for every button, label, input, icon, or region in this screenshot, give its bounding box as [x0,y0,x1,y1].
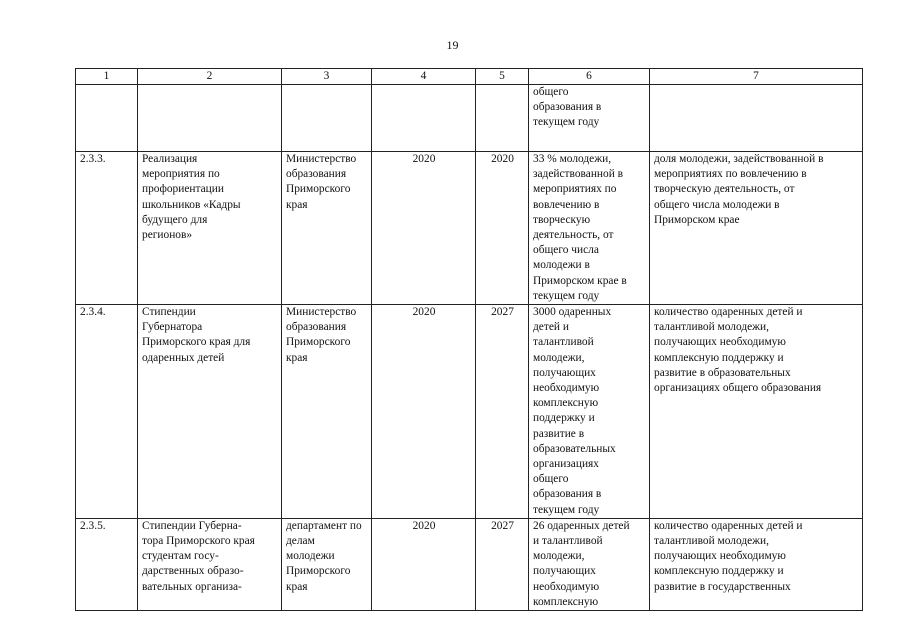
column-header-4: 4 [372,69,476,85]
indicator-cell: количество одаренных детей и талантливой молодежи, получающих необходимую комплексную поддержку и развитие в государственных [650,518,863,610]
column-header-2: 2 [138,69,282,85]
table-row [76,518,863,610]
row-number-cell: 2.3.5. [76,518,138,610]
end-year-cell [476,85,529,152]
executor-cell [282,85,372,152]
start-year-cell: 2020 [372,152,476,305]
row-number-cell [76,85,138,152]
row-number-cell: 2.3.4. [76,305,138,519]
table-row [76,85,863,152]
end-year-cell: 2027 [476,518,529,610]
expected-result-cell: 33 % молодежи, задействованной в мероприятиях по вовлечению в творческую деятельность, от общего числа молодежи в Приморском крае в текущем году [529,152,650,305]
indicator-cell: доля молодежи, задействованной в мероприятиях по вовлечению в творческую деятельность, от общего числа молодежи в Приморском крае [650,152,863,305]
executor-cell: департамент по делам молодежи Приморского края [282,518,372,610]
program-activities-table [75,68,863,611]
expected-result-cell: 3000 одаренных детей и талантливой молодежи, получающих необходимую комплексную поддержку и развитие в образовательных организациях общего образования в текущем году [529,305,650,519]
executor-cell: Министерство образования Приморского края [282,305,372,519]
table-row [76,305,863,519]
column-header-6: 6 [529,69,650,85]
start-year-cell [372,85,476,152]
column-header-7: 7 [650,69,863,85]
column-header-1: 1 [76,69,138,85]
table-row [76,152,863,305]
start-year-cell: 2020 [372,518,476,610]
end-year-cell: 2020 [476,152,529,305]
activity-name-cell [138,85,282,152]
activity-name-cell: Стипендии Губерна- тора Приморского края студентам госу- дарственных образо- вательных организа- [138,518,282,610]
expected-result-cell: общего образования в текущем году [529,85,650,152]
end-year-cell: 2027 [476,305,529,519]
column-header-5: 5 [476,69,529,85]
start-year-cell: 2020 [372,305,476,519]
activity-name-cell: Реализация мероприятия по профориентации школьников «Кадры будущего для регионов» [138,152,282,305]
activity-name-cell: Стипендии Губернатора Приморского края для одаренных детей [138,305,282,519]
row-number-cell: 2.3.3. [76,152,138,305]
column-header-3: 3 [282,69,372,85]
page-number: 19 [446,38,459,52]
expected-result-cell: 26 одаренных детей и талантливой молодежи, получающих необходимую комплексную [529,518,650,610]
executor-cell: Министерство образования Приморского края [282,152,372,305]
indicator-cell [650,85,863,152]
indicator-cell: количество одаренных детей и талантливой молодежи, получающих необходимую комплексную поддержку и развитие в образовательных организациях общего образования [650,305,863,519]
table-header-row [76,69,863,85]
